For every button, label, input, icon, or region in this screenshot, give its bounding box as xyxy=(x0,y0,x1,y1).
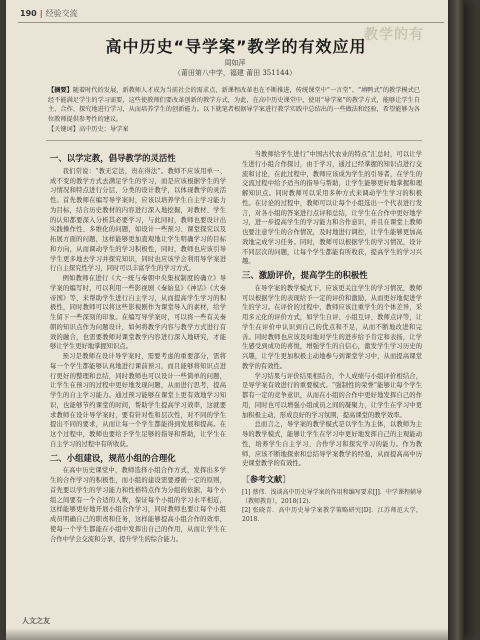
references xyxy=(242,475,422,524)
document-page xyxy=(6,0,464,640)
keywords-label: 【关键词】 xyxy=(48,126,79,133)
paragraph: 在高中历史课堂中，教师选择小组合作方式，发挥出多学生的合作学习的积极性，而小组的建设需要遵循一定的原则，首先要以学生的学习能力和性格特点作为分组的依据，每个小组之间要有一个合适的人数，保证每个小组的学习水平相近，这样能够更好地开展小组合作学习，同时教师也要让每个小组成员明确自己的职责和任务，这样能够提高小组合作的效率，使每一个学生都能在小组中发挥出自己的作用，从而让学生在合作中学会交流和分享，提升学生的综合能力。 xyxy=(50,467,226,543)
reference-item: [2] 张晓青．高中历史导学案教学策略研究[D]．江苏师范大学，2018. xyxy=(242,506,422,523)
section-heading: 二、小组建设，规范小组的合理化 xyxy=(50,452,176,463)
page-shadow xyxy=(6,628,464,640)
paragraph: 例如教师在进行《大一统与秦朝中央集权制度的确立》导学案的编写时，可以利用一些影视剧《秦始皇》《神话》《大秦帝国》等，来帮助学生进行自主学习，从而提高学生学习的积极性，同时教师可以将这些影视剧作为课堂导入的素材，给学生留下一些深刻的印象。在编写导学案时，可以将一些有关秦朝的知识点作为问题设计，如何将教学内容与教学方式进行有效的融合，也需要教师对课堂教学内容进行深入地研究，才能够让学生更好地掌握知识点。 xyxy=(50,275,226,351)
paragraph: 学习结果与评价结果相结合，个人成绩与小组评价相结合，是导学案有效进行的重要模式。“强制性的荣誉”能够让每个学生都有一定的竞争意识，从而在小组的合作中更好地发挥自己的作用，同时也可以增强小组成员之间的凝聚力，让学生在学习中更加积极主动，形成良好的学习氛围，提高课堂的教学效率。 xyxy=(242,372,422,419)
paragraph: 当教师给学生进行“中国古代农业的特点”汇总时，可以让学生进行小组合作探讨，由于学习，通过已经掌握的知识点进行交流和讨论，在此过程中，教师应该成为学生的引导者，在学生的交流过程中给予适当的指导与帮助，让学生能够更好地掌握和理解知识点。同时教师可以采用多种方式来调动学生学习的积极性。在讨论的过程中，教师可以让每个小组选出一个代表进行发言，对各小组的答案进行点评和总结，让学生在合作中更好地学习，进一步提高学生的学习能力和合作意识，并且在课堂上教师也要注意学生的合作情况，及时地进行调控，让学生能够更加高效地完成学习任务。同时，教师可以根据学生的学习情况，设计不同层次的问题，让每个学生都能有所收获，提高学生的学习兴趣。 xyxy=(242,151,422,266)
header-separator: | xyxy=(39,9,43,18)
bleed-through-text: 教学的有 xyxy=(364,27,424,43)
keywords xyxy=(48,124,420,133)
book-spine xyxy=(448,0,464,640)
keywords-text: 高中历史；导学案 xyxy=(78,126,129,133)
left-column xyxy=(50,150,226,620)
reference-item: [1] 蔡伟．浅谈高中历史导学案的作用和编写要求[J]．中学课程辅导（教师教育），2018(12). xyxy=(242,488,422,505)
references-title: 【参考文献】 xyxy=(242,475,290,484)
page-number: 190 xyxy=(20,9,37,18)
header-divider xyxy=(18,22,444,23)
article-author: 周如萍 xyxy=(224,59,246,67)
page-footer: 人文之友 xyxy=(22,617,50,625)
right-column xyxy=(242,150,422,620)
section-heading: 三、激励评价，提高学生的积极性 xyxy=(242,270,368,280)
article-title: 高中历史“导学案”教学的有效应用 xyxy=(105,37,367,56)
abstract-divider xyxy=(46,140,422,141)
paragraph: 我们常说：“教无定法，贵在得法”。教师不应该用单一、成不变的教学方式去满足学生的学习，而是应该根据学生的学习情况和特点进行分层、分类的设计教学，以体现教学的灵活性。首先教师在编写导学案时，应该以培养学生自主学习能力为目标，结合历史教材的内容进行深入地挖掘，对教材、学生的认知都要深入分析其必要学习，与此同时，教师也要设计出实践操作性、多维化的问题，如设计一些预习、课堂探究以及拓展方面的问题，这样能够更加直观地让学生明确学习的目标和方向，从而调动学生的学习积极性，同时，教师也应该引导学生更多地去学习并探究知识，同时也应该学会利用导学案进行自主探究性学习，同时可以丰富学生的学习方式。 xyxy=(50,167,226,273)
paragraph: 预习是教师在设计导学案时，需要考虑的重要部分，需将每一个学生都能够认真地进行课前预习，而且能够将知识点进行更好的整理和总结，同时教师也可以设计一些简单的问题，让学生在预习的过程中更好地发现问题，从而进行思考，提高学生的自主学习能力。通过预习能够在课堂上更有效地学习知识，也能够节约课堂的时间，帮助学生提高学习效率，这就要求教师在设计导学案时，要有针对性和层次性，对不同的学生提出不同的要求，从而让每一个学生都能得到发展和提高。在这个过程中，教师也要给予学生足够的指导和帮助，让学生在自主学习的过程中有所收获。 xyxy=(50,353,226,448)
abstract-text: 随着时代的发展，新教师人才成为当前社会的需求点，新课程改革也在不断推进，传统课堂中“一言堂”、“填鸭式”的教学模式已经不能满足学生的学习需要，这些使教师们要改革创新的教学方式，为此，在高中历史课堂中，使用“导学案”的教学方式，能够让学生自主、合作、探究地进行学习，从而培养学生的创新能力。以下就笔者根据导学案进行教学实践中总结出的一些做法和经验，希望能够为各位教师提供参考性的建议。 xyxy=(48,87,420,123)
author-affiliation: （莆田第八中学，福建 莆田 351144） xyxy=(173,69,297,77)
section-heading: 一、以学定教，倡导教学的灵活性 xyxy=(50,153,176,163)
abstract-label: 【摘要】 xyxy=(48,87,73,94)
section-label: 经验交流 xyxy=(45,9,78,18)
paragraph: 在导学案的教学模式下，应该更关注学生的学习情况，教师可以根据学生的表现给予一定的评价和激励，从而更好地促进学生的学习。在评价的过程中，教师应该注重学生的个体差异，采用多元化的评价方式，如学生自评、小组互评、教师点评等，让学生在评价中认识到自己的优点和不足，从而不断地改进和完善。同时教师也应该及时地对学生的进步给予肯定和表扬，让学生感受到成功的喜悦，增强学生的自信心，激发学生学习历史的兴趣，让学生更加积极主动地参与到课堂学习中，从而提高课堂教学的有效性。 xyxy=(242,284,422,370)
abstract xyxy=(48,86,420,124)
references-title-text: 参考文献 xyxy=(250,475,282,484)
paragraph: 总而言之，导学案的教学模式是以学生为主体，以教师为主导的教学模式，能够让学生在学习中更好地发挥自己的主观能动性，培养学生自主学习、合作学习和探究学习的能力。作为教师，应该不断地探索和总结导学案教学的经验，从而提高高中历史课堂教学的有效性。 xyxy=(242,421,422,468)
page-header xyxy=(20,8,78,19)
